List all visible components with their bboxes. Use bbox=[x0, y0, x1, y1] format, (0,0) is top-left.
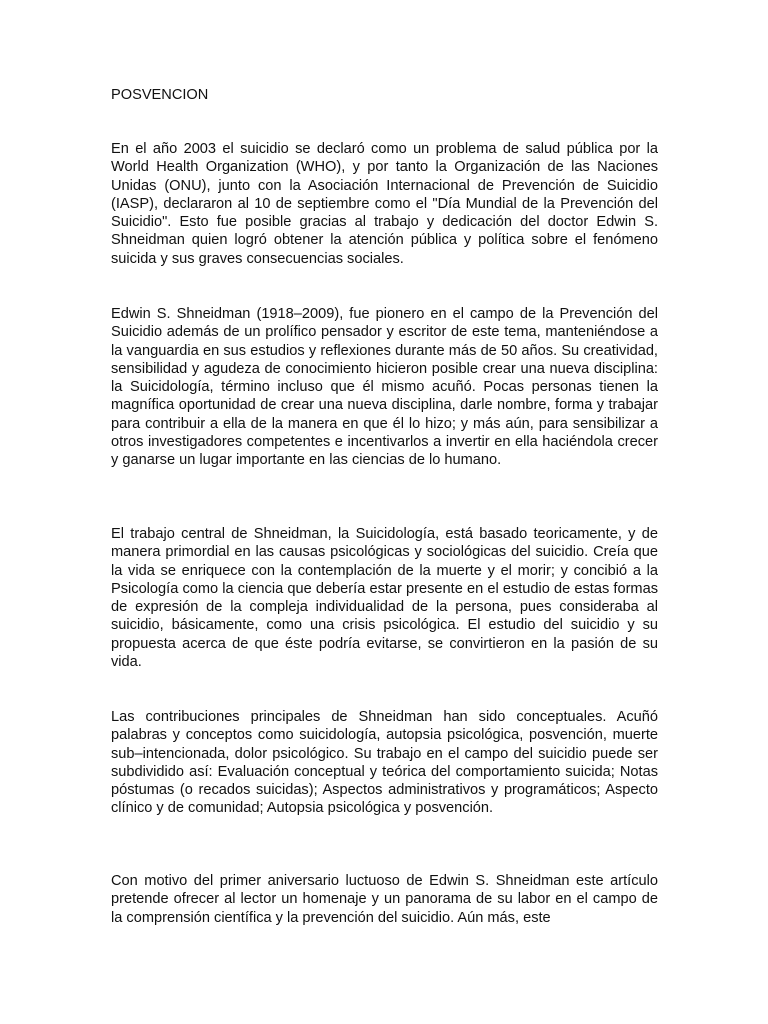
paragraph-suicidology-work: El trabajo central de Shneidman, la Suicidología, está basado teoricamente, y de manera primordial en las causas psicológicas y sociológicas del suicidio. Creía que la vida se enriquece con la contemplación de la muerte y el morir; y concibió a la Psicología como la ciencia que debería estar presente en el estudio de estas formas de expresión de la compleja individualidad de la persona, pues consideraba al suicidio, básicamente, como una crisis psicológica. El estudio del suicidio y su propuesta acerca de que éste podría evitarse, se convirtieron en la pasión de su vida. bbox=[111, 526, 658, 671]
paragraph-contributions: Las contribuciones principales de Shneidman han sido conceptuales. Acuñó palabras y conceptos como suicidología, autopsia psicológica, posvención, muerte sub–intencionada, dolor psicológico. Su trabajo en el campo del suicidio puede ser subdividido así: Evaluación conceptual y teórica del comportamiento suicida; Notas póstumas (o recados suicidas); Aspectos administrativos y programáticos; Aspecto clínico y de comunidad; Autopsia psicológica y posvención. bbox=[111, 709, 658, 817]
document-title: POSVENCION bbox=[111, 87, 209, 103]
paragraph-anniversary: Con motivo del primer aniversario luctuoso de Edwin S. Shneidman este artículo pretende ofrecer al lector un homenaje y un panorama de su labor en el campo de la comprensión científica y la prevención del suicidio. Aún más, este bbox=[111, 873, 658, 926]
paragraph-who-declaration: En el año 2003 el suicidio se declaró como un problema de salud pública por la World Health Organization (WHO), y por tanto la Organización de las Naciones Unidas (ONU), junto con la Asociación Internacional de Prevención de Suicidio (IASP), declararon al 10 de septiembre como el "Día Mundial de la Prevención del Suicidio". Esto fue posible gracias al trabajo y dedicación del doctor Edwin S. Shneidman quien logró obtener la atención pública y política sobre el fenómeno suicida y sus graves consecuencias sociales. bbox=[111, 141, 658, 267]
paragraph-shneidman-biography: Edwin S. Shneidman (1918–2009), fue pionero en el campo de la Prevención del Suicidio además de un prolífico pensador y escritor de este tema, manteniéndose a la vanguardia en sus estudios y reflexiones durante más de 50 años. Su creatividad, sensibilidad y agudeza de conocimiento hicieron posible crear una nueva disciplina: la Suicidología, término incluso que él mismo acuñó. Pocas personas tienen la magnífica oportunidad de crear una nueva disciplina, darle nombre, forma y trabajar para contribuir a ella de la manera en que él lo hizo; y más aún, para sensibilizar a otros investigadores competentes e incentivarlos a invertir en ella haciéndola crecer y ganarse un lugar importante en las ciencias de lo humano. bbox=[111, 306, 658, 469]
